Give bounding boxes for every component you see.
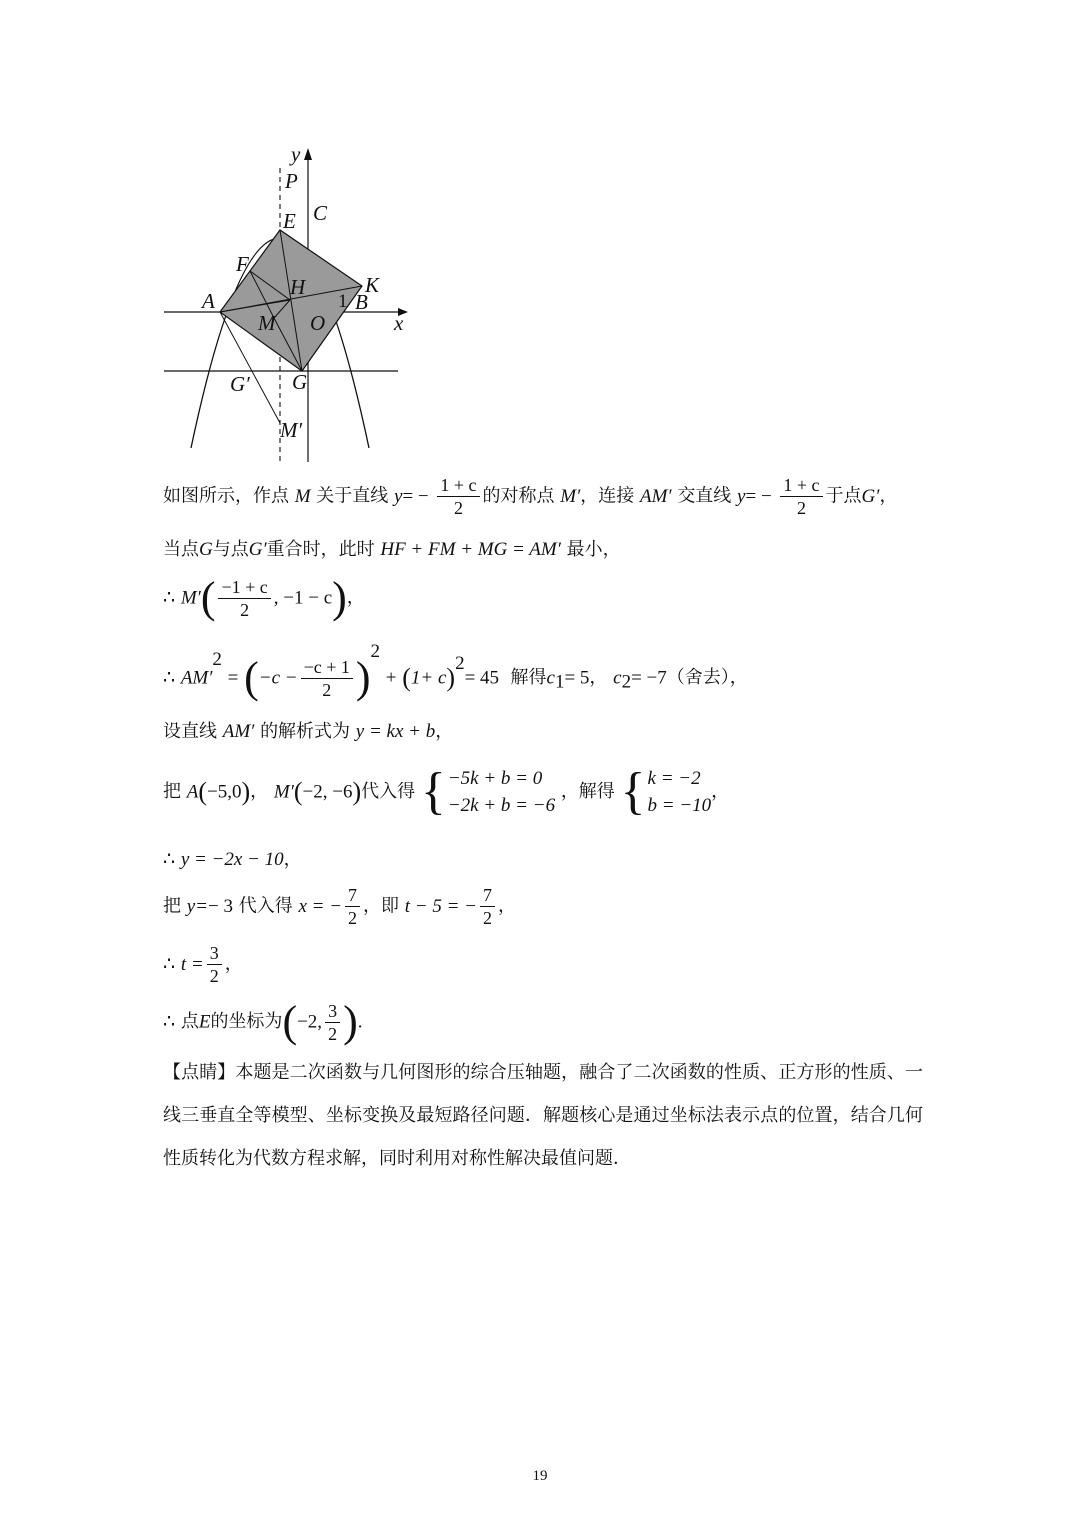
coordinate: , −1 − c [273,587,333,609]
solution-line-1 [163,476,897,517]
fraction [207,944,222,985]
therefore-symbol: ∴ [163,667,176,689]
label-E: E [283,209,296,233]
denominator: 2 [322,679,332,700]
denominator: 2 [348,908,358,928]
label-H: H [290,275,306,299]
text: 最小， [566,539,621,560]
text: （舍去）， [666,667,748,688]
coordinate: −5,0 [207,781,242,803]
key-point-note: 【点睛】本题是二次函数与几何图形的综合压轴题，融合了二次函数的性质、正方形的性质、一线三垂直全等模型、坐标变换及最短路径问题．解题核心是通过坐标法表示点的位置，结合几何性质转化为代数方程求解，同时利用对称性解决最值问题． [163,1062,923,1169]
therefore-symbol: ∴ [163,954,176,975]
var-G-prime: G′ [248,539,267,560]
numerator: −1 + c [218,578,270,599]
solution-line-2 [163,540,621,559]
solution-line-6 [163,763,730,820]
therefore-symbol: ∴ [163,849,176,870]
solution-line-10 [163,997,363,1046]
var-AM-prime: AM′ [639,486,672,507]
text: 与点 [212,539,249,560]
text: 的对称点 [482,485,555,507]
text: 解得 [510,667,547,688]
numerator: 7 [345,886,360,907]
text: 重合时，此时 [266,539,375,560]
text: 如图所示，作点 [163,485,289,507]
equation: −2k + b = −6 [447,795,556,816]
text: 的坐标为 [210,1011,283,1032]
label-y: y [291,142,301,166]
denominator: 2 [796,498,806,518]
var-M-prime: M′ [273,781,294,803]
var-E: E [198,1011,211,1033]
var-G: G [199,539,213,560]
paren-close: ) [352,777,362,806]
solution-line-9 [163,944,243,985]
var-y: y [737,486,746,507]
text: 关于直线 [316,485,389,507]
equals-minus: = − [402,486,429,507]
numerator: 1 + c [437,476,479,497]
text: 的解析式为 [260,721,351,742]
text: 点 [180,1011,199,1032]
result: = 45 [464,667,500,689]
paren-close: ) [446,663,456,692]
denominator: 2 [483,908,492,928]
expression: HF + FM + MG = AM′ [380,539,561,560]
text: 代入得 [238,895,293,917]
exponent: 2 [370,641,381,662]
value: = −7 [631,667,667,689]
paren-close: ) [241,777,251,806]
text: ，即 [363,895,400,917]
var-y: y= [186,896,208,917]
value: = 5 [564,667,590,689]
paren-open: ( [244,653,259,702]
text: ， [711,781,730,802]
var-M-prime: M′ [560,486,581,507]
geometry-figure [150,140,420,474]
solution-line-4 [163,642,748,700]
label-x: x [394,311,404,335]
solution-system [620,763,712,820]
numerator: 1 + c [780,476,822,497]
equals: = [227,667,239,689]
text: 于点 [825,485,862,507]
plus: + [385,667,397,689]
text: ， [435,721,454,742]
paren-close: ) [343,997,358,1046]
equation: −5k + b = 0 [447,768,543,789]
exponent: 2 [212,649,222,670]
fraction [301,658,353,699]
equation: b = −10 [647,795,712,816]
expression: y = −2x − 10 [180,849,284,870]
text: 设直线 [163,721,217,742]
label-G: G [292,370,308,394]
equation: k = −2 [647,768,701,789]
page-number: 19 [532,1468,548,1484]
subscript: 1 [554,671,565,693]
paren-close: ) [355,653,371,702]
paren-open: ( [200,573,216,622]
var-M: M [294,486,311,507]
text: . [357,1011,363,1033]
solution-line-5 [163,722,453,741]
term: −c − [258,667,298,689]
text: ， [589,667,608,688]
paren-open: ( [198,777,208,806]
paren-open: ( [293,777,303,806]
var-AM-prime: AM′ [180,667,213,689]
var-M-prime: M′ [180,587,201,609]
denominator: 2 [240,599,250,620]
term: 1+ c [410,667,447,689]
fraction [480,886,495,927]
exponent: 2 [455,653,465,674]
label-P: P [285,169,298,193]
text: ， [879,485,898,507]
fraction [437,476,479,517]
label-K: K [365,273,380,297]
paren-open: ( [282,997,298,1046]
solution-line-3 [163,573,365,622]
numerator: 3 [207,944,222,965]
label-B: B [355,290,368,314]
denominator: 2 [328,1023,338,1044]
fraction [345,886,360,927]
label-O: O [310,311,326,335]
paren-open: ( [402,663,411,692]
var-G-prime: G′ [861,486,880,507]
label-one: 1 [338,291,348,312]
therefore-symbol: ∴ [163,1011,176,1033]
label-F: F [236,252,249,276]
text: 把 [163,781,181,802]
equation-system [420,763,556,820]
text: ，解得 [560,781,615,802]
coordinate: −2, −6 [302,781,353,803]
text: ， [346,587,365,608]
var-t: t = [180,954,204,975]
denominator: 2 [209,966,219,986]
equals-minus: = − [745,486,772,507]
expression: y = kx + b [355,721,436,742]
label-M: M [258,311,276,335]
label-C: C [313,201,328,225]
text: ， [224,953,243,975]
fraction [325,1002,340,1043]
brace: { [420,763,446,820]
subscript: 2 [621,671,632,693]
coordinate: −2, [297,1011,323,1033]
numerator: −c + 1 [301,658,353,679]
var-x: x = − [298,896,343,917]
text: ， [250,781,269,802]
var-A: A [186,781,199,803]
solution-line-8 [163,886,516,927]
text: 交直线 [677,485,732,507]
brace: { [620,763,646,820]
label-M-prime: M′ [280,418,303,442]
fraction [218,578,270,619]
coordinate-diagram [150,140,420,470]
text: ， [498,895,516,917]
var-AM-prime: AM′ [222,721,255,742]
y-axis-arrow [304,148,312,160]
text: 当点 [163,539,199,560]
paren-close: ) [332,573,347,622]
system-rows [448,769,555,815]
numerator: 7 [480,886,495,907]
fraction [780,476,822,517]
value: − 3 [208,896,233,917]
var-t: t − 5 = − [404,896,477,917]
label-A: A [202,289,215,313]
therefore-symbol: ∴ [163,587,176,609]
var-y: y [394,486,403,507]
var-c: c [546,667,555,689]
var-c: c [613,667,622,689]
text: 代入得 [361,781,416,802]
numerator: 3 [325,1002,340,1023]
text: 把 [163,895,181,917]
label-G-prime: G′ [230,372,250,396]
system-rows [648,769,712,815]
text: ，连接 [580,485,635,507]
solution-line-7 [163,850,302,869]
text: ， [283,849,302,870]
denominator: 2 [453,498,463,518]
